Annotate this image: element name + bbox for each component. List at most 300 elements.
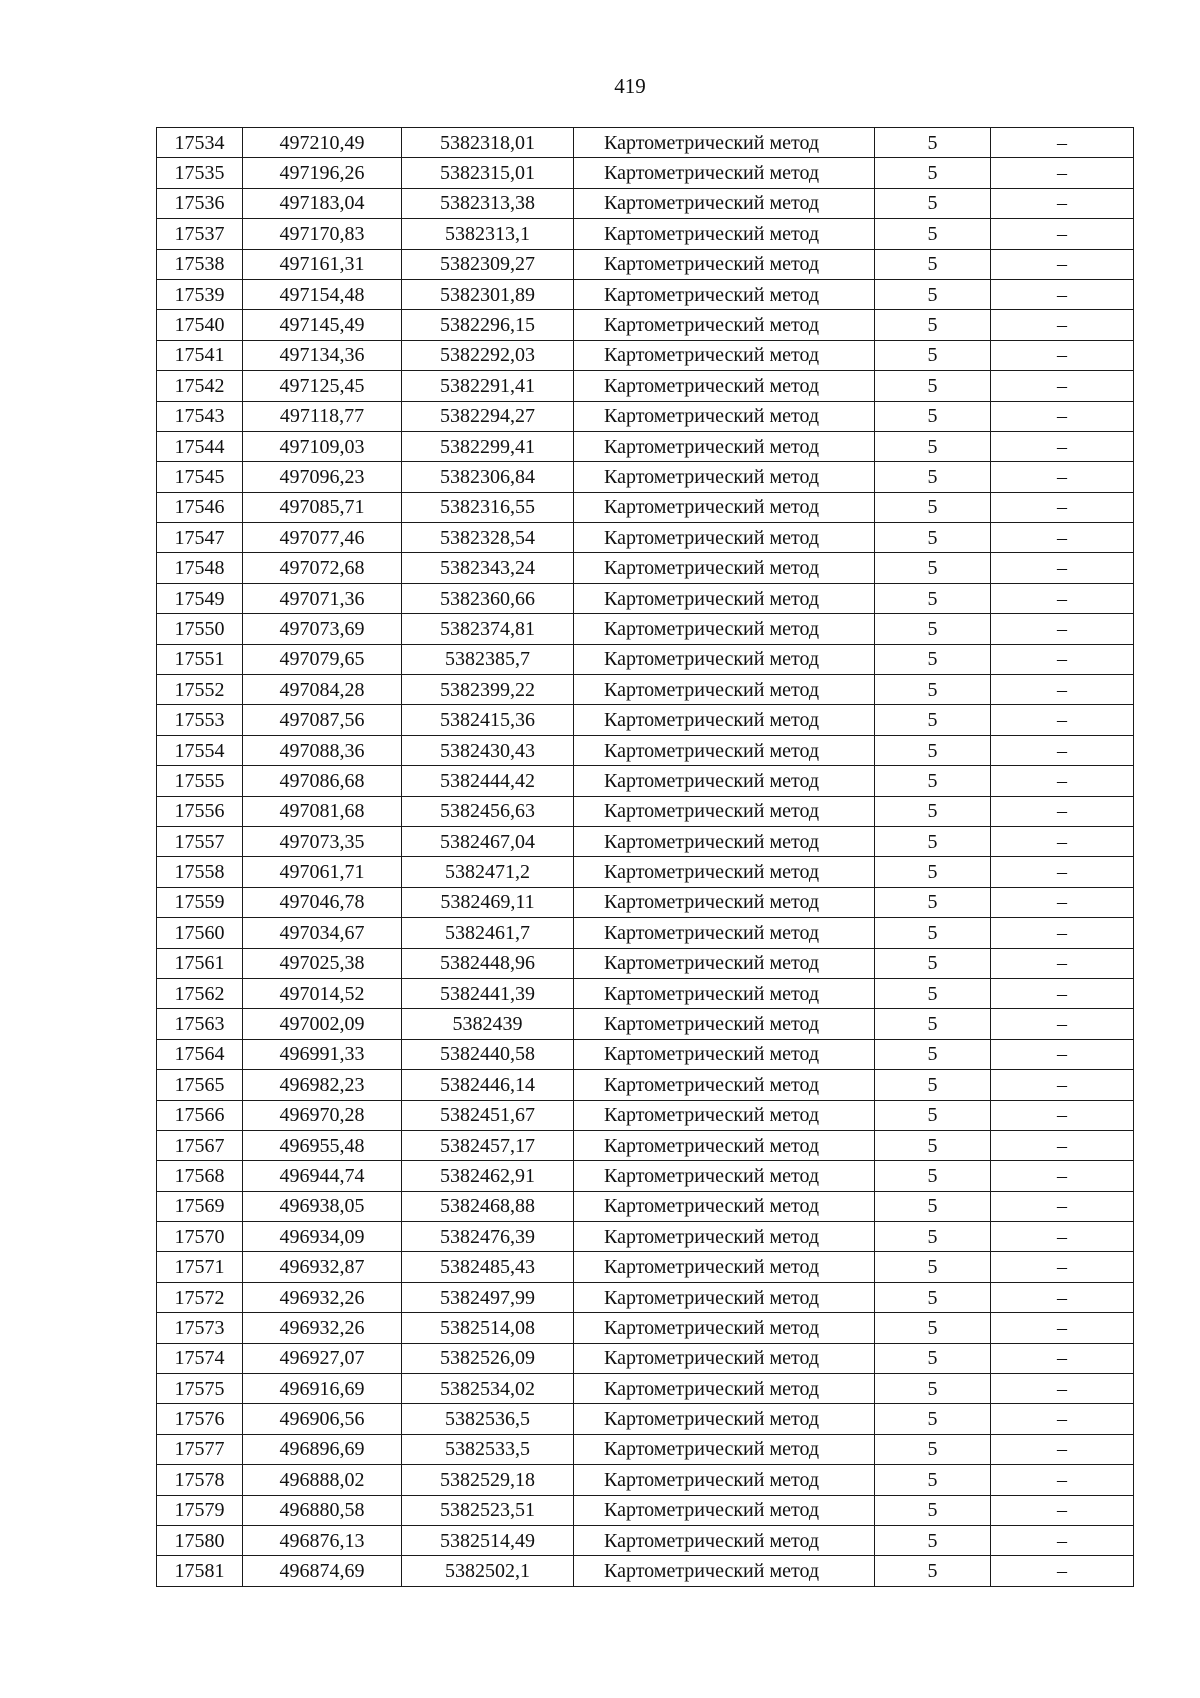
method-cell: Картометрический метод — [574, 1313, 875, 1343]
point-number-cell: 17569 — [157, 1191, 243, 1221]
table-row — [157, 371, 1134, 401]
point-number-cell: 17570 — [157, 1222, 243, 1252]
x-coordinate-cell: 496888,02 — [243, 1465, 402, 1495]
note-cell: – — [991, 978, 1134, 1008]
table-row — [157, 1222, 1134, 1252]
method-cell: Картометрический метод — [574, 705, 875, 735]
note-cell: – — [991, 887, 1134, 917]
accuracy-cell: 5 — [875, 188, 991, 218]
y-coordinate-cell: 5382533,5 — [402, 1434, 574, 1464]
note-cell: – — [991, 553, 1134, 583]
accuracy-cell: 5 — [875, 1252, 991, 1282]
point-number-cell: 17567 — [157, 1130, 243, 1160]
note-cell: – — [991, 1191, 1134, 1221]
method-cell: Картометрический метод — [574, 1404, 875, 1434]
accuracy-cell: 5 — [875, 1161, 991, 1191]
accuracy-cell: 5 — [875, 1009, 991, 1039]
accuracy-cell: 5 — [875, 735, 991, 765]
table-row — [157, 644, 1134, 674]
x-coordinate-cell: 496876,13 — [243, 1525, 402, 1555]
point-number-cell: 17554 — [157, 735, 243, 765]
y-coordinate-cell: 5382523,51 — [402, 1495, 574, 1525]
y-coordinate-cell: 5382456,63 — [402, 796, 574, 826]
x-coordinate-cell: 497088,36 — [243, 735, 402, 765]
table-row — [157, 978, 1134, 1008]
y-coordinate-cell: 5382313,1 — [402, 219, 574, 249]
table-row — [157, 887, 1134, 917]
method-cell: Картометрический метод — [574, 826, 875, 856]
note-cell: – — [991, 1100, 1134, 1130]
note-cell: – — [991, 705, 1134, 735]
x-coordinate-cell: 497002,09 — [243, 1009, 402, 1039]
x-coordinate-cell: 497079,65 — [243, 644, 402, 674]
method-cell: Картометрический метод — [574, 371, 875, 401]
method-cell: Картометрический метод — [574, 1465, 875, 1495]
x-coordinate-cell: 497072,68 — [243, 553, 402, 583]
table-row — [157, 1525, 1134, 1555]
x-coordinate-cell: 497014,52 — [243, 978, 402, 1008]
method-cell: Картометрический метод — [574, 675, 875, 705]
x-coordinate-cell: 497077,46 — [243, 523, 402, 553]
y-coordinate-cell: 5382313,38 — [402, 188, 574, 218]
x-coordinate-cell: 497161,31 — [243, 249, 402, 279]
page-number: 419 — [614, 74, 646, 98]
table-row — [157, 1313, 1134, 1343]
x-coordinate-cell: 497073,35 — [243, 826, 402, 856]
y-coordinate-cell: 5382299,41 — [402, 431, 574, 461]
y-coordinate-cell: 5382316,55 — [402, 492, 574, 522]
accuracy-cell: 5 — [875, 1191, 991, 1221]
method-cell: Картометрический метод — [574, 918, 875, 948]
table-row — [157, 219, 1134, 249]
y-coordinate-cell: 5382462,91 — [402, 1161, 574, 1191]
accuracy-cell: 5 — [875, 1404, 991, 1434]
x-coordinate-cell: 496932,26 — [243, 1313, 402, 1343]
table-row — [157, 1404, 1134, 1434]
point-number-cell: 17542 — [157, 371, 243, 401]
table-row — [157, 492, 1134, 522]
note-cell: – — [991, 310, 1134, 340]
point-number-cell: 17538 — [157, 249, 243, 279]
y-coordinate-cell: 5382309,27 — [402, 249, 574, 279]
y-coordinate-cell: 5382526,09 — [402, 1343, 574, 1373]
point-number-cell: 17568 — [157, 1161, 243, 1191]
x-coordinate-cell: 497073,69 — [243, 614, 402, 644]
table-row — [157, 1252, 1134, 1282]
note-cell: – — [991, 1282, 1134, 1312]
y-coordinate-cell: 5382446,14 — [402, 1070, 574, 1100]
point-number-cell: 17574 — [157, 1343, 243, 1373]
accuracy-cell: 5 — [875, 1039, 991, 1069]
method-cell: Картометрический метод — [574, 948, 875, 978]
table-row — [157, 857, 1134, 887]
table-row — [157, 462, 1134, 492]
x-coordinate-cell: 497071,36 — [243, 583, 402, 613]
note-cell: – — [991, 644, 1134, 674]
x-coordinate-cell: 497034,67 — [243, 918, 402, 948]
table-row — [157, 401, 1134, 431]
note-cell: – — [991, 1222, 1134, 1252]
method-cell: Картометрический метод — [574, 1130, 875, 1160]
note-cell: – — [991, 1070, 1134, 1100]
table-row — [157, 249, 1134, 279]
x-coordinate-cell: 497210,49 — [243, 128, 402, 158]
note-cell: – — [991, 401, 1134, 431]
table-row — [157, 1495, 1134, 1525]
point-number-cell: 17563 — [157, 1009, 243, 1039]
method-cell: Картометрический метод — [574, 462, 875, 492]
method-cell: Картометрический метод — [574, 644, 875, 674]
note-cell: – — [991, 219, 1134, 249]
x-coordinate-cell: 497170,83 — [243, 219, 402, 249]
note-cell: – — [991, 371, 1134, 401]
note-cell: – — [991, 462, 1134, 492]
table-row — [157, 1191, 1134, 1221]
x-coordinate-cell: 496944,74 — [243, 1161, 402, 1191]
x-coordinate-cell: 496982,23 — [243, 1070, 402, 1100]
note-cell: – — [991, 1130, 1134, 1160]
note-cell: – — [991, 340, 1134, 370]
table-row — [157, 1374, 1134, 1404]
point-number-cell: 17546 — [157, 492, 243, 522]
y-coordinate-cell: 5382485,43 — [402, 1252, 574, 1282]
accuracy-cell: 5 — [875, 1434, 991, 1464]
method-cell: Картометрический метод — [574, 796, 875, 826]
point-number-cell: 17572 — [157, 1282, 243, 1312]
y-coordinate-cell: 5382343,24 — [402, 553, 574, 583]
x-coordinate-cell: 497183,04 — [243, 188, 402, 218]
point-number-cell: 17543 — [157, 401, 243, 431]
y-coordinate-cell: 5382471,2 — [402, 857, 574, 887]
note-cell: – — [991, 826, 1134, 856]
y-coordinate-cell: 5382301,89 — [402, 279, 574, 309]
point-number-cell: 17564 — [157, 1039, 243, 1069]
table-row — [157, 796, 1134, 826]
y-coordinate-cell: 5382514,49 — [402, 1525, 574, 1555]
method-cell: Картометрический метод — [574, 158, 875, 188]
point-number-cell: 17571 — [157, 1252, 243, 1282]
point-number-cell: 17548 — [157, 553, 243, 583]
method-cell: Картометрический метод — [574, 1374, 875, 1404]
note-cell: – — [991, 1161, 1134, 1191]
note-cell: – — [991, 1495, 1134, 1525]
accuracy-cell: 5 — [875, 918, 991, 948]
point-number-cell: 17549 — [157, 583, 243, 613]
note-cell: – — [991, 523, 1134, 553]
accuracy-cell: 5 — [875, 310, 991, 340]
point-number-cell: 17544 — [157, 431, 243, 461]
table-row — [157, 1282, 1134, 1312]
point-number-cell: 17535 — [157, 158, 243, 188]
x-coordinate-cell: 497046,78 — [243, 887, 402, 917]
point-number-cell: 17566 — [157, 1100, 243, 1130]
note-cell: – — [991, 1009, 1134, 1039]
method-cell: Картометрический метод — [574, 978, 875, 1008]
table-row — [157, 1130, 1134, 1160]
x-coordinate-cell: 497196,26 — [243, 158, 402, 188]
accuracy-cell: 5 — [875, 158, 991, 188]
accuracy-cell: 5 — [875, 279, 991, 309]
x-coordinate-cell: 497084,28 — [243, 675, 402, 705]
point-number-cell: 17577 — [157, 1434, 243, 1464]
accuracy-cell: 5 — [875, 1222, 991, 1252]
point-number-cell: 17550 — [157, 614, 243, 644]
note-cell: – — [991, 857, 1134, 887]
note-cell: – — [991, 766, 1134, 796]
y-coordinate-cell: 5382536,5 — [402, 1404, 574, 1434]
y-coordinate-cell: 5382534,02 — [402, 1374, 574, 1404]
method-cell: Картометрический метод — [574, 1100, 875, 1130]
x-coordinate-cell: 497096,23 — [243, 462, 402, 492]
note-cell: – — [991, 1434, 1134, 1464]
y-coordinate-cell: 5382469,11 — [402, 887, 574, 917]
method-cell: Картометрический метод — [574, 583, 875, 613]
table-row — [157, 310, 1134, 340]
method-cell: Картометрический метод — [574, 249, 875, 279]
y-coordinate-cell: 5382296,15 — [402, 310, 574, 340]
note-cell: – — [991, 1525, 1134, 1555]
note-cell: – — [991, 583, 1134, 613]
method-cell: Картометрический метод — [574, 1434, 875, 1464]
point-number-cell: 17555 — [157, 766, 243, 796]
method-cell: Картометрический метод — [574, 492, 875, 522]
point-number-cell: 17573 — [157, 1313, 243, 1343]
x-coordinate-cell: 496932,87 — [243, 1252, 402, 1282]
accuracy-cell: 5 — [875, 523, 991, 553]
point-number-cell: 17576 — [157, 1404, 243, 1434]
x-coordinate-cell: 496991,33 — [243, 1039, 402, 1069]
method-cell: Картометрический метод — [574, 1070, 875, 1100]
table-row — [157, 705, 1134, 735]
note-cell: – — [991, 431, 1134, 461]
note-cell: – — [991, 128, 1134, 158]
accuracy-cell: 5 — [875, 371, 991, 401]
note-cell: – — [991, 796, 1134, 826]
x-coordinate-cell: 497085,71 — [243, 492, 402, 522]
table-row — [157, 128, 1134, 158]
x-coordinate-cell: 496955,48 — [243, 1130, 402, 1160]
x-coordinate-cell: 496880,58 — [243, 1495, 402, 1525]
table-row — [157, 948, 1134, 978]
y-coordinate-cell: 5382430,43 — [402, 735, 574, 765]
point-number-cell: 17565 — [157, 1070, 243, 1100]
y-coordinate-cell: 5382476,39 — [402, 1222, 574, 1252]
note-cell: – — [991, 492, 1134, 522]
y-coordinate-cell: 5382502,1 — [402, 1556, 574, 1586]
note-cell: – — [991, 1374, 1134, 1404]
table-row — [157, 1039, 1134, 1069]
point-number-cell: 17561 — [157, 948, 243, 978]
accuracy-cell: 5 — [875, 796, 991, 826]
table-row — [157, 766, 1134, 796]
accuracy-cell: 5 — [875, 219, 991, 249]
x-coordinate-cell: 497025,38 — [243, 948, 402, 978]
x-coordinate-cell: 496874,69 — [243, 1556, 402, 1586]
method-cell: Картометрический метод — [574, 1343, 875, 1373]
x-coordinate-cell: 497087,56 — [243, 705, 402, 735]
method-cell: Картометрический метод — [574, 766, 875, 796]
x-coordinate-cell: 497061,71 — [243, 857, 402, 887]
table-row — [157, 1343, 1134, 1373]
table-row — [157, 918, 1134, 948]
note-cell: – — [991, 1313, 1134, 1343]
accuracy-cell: 5 — [875, 644, 991, 674]
y-coordinate-cell: 5382514,08 — [402, 1313, 574, 1343]
y-coordinate-cell: 5382385,7 — [402, 644, 574, 674]
point-number-cell: 17547 — [157, 523, 243, 553]
table-row — [157, 279, 1134, 309]
table-row — [157, 1009, 1134, 1039]
y-coordinate-cell: 5382360,66 — [402, 583, 574, 613]
table-row — [157, 675, 1134, 705]
point-number-cell: 17558 — [157, 857, 243, 887]
note-cell: – — [991, 1343, 1134, 1373]
table-row — [157, 735, 1134, 765]
table-row — [157, 583, 1134, 613]
accuracy-cell: 5 — [875, 431, 991, 461]
accuracy-cell: 5 — [875, 1130, 991, 1160]
method-cell: Картометрический метод — [574, 614, 875, 644]
accuracy-cell: 5 — [875, 826, 991, 856]
method-cell: Картометрический метод — [574, 1009, 875, 1039]
y-coordinate-cell: 5382451,67 — [402, 1100, 574, 1130]
accuracy-cell: 5 — [875, 857, 991, 887]
table-row — [157, 1434, 1134, 1464]
x-coordinate-cell: 497145,49 — [243, 310, 402, 340]
table-row — [157, 1100, 1134, 1130]
table-row — [157, 1070, 1134, 1100]
point-number-cell: 17552 — [157, 675, 243, 705]
y-coordinate-cell: 5382497,99 — [402, 1282, 574, 1312]
y-coordinate-cell: 5382315,01 — [402, 158, 574, 188]
y-coordinate-cell: 5382306,84 — [402, 462, 574, 492]
method-cell: Картометрический метод — [574, 431, 875, 461]
note-cell: – — [991, 188, 1134, 218]
method-cell: Картометрический метод — [574, 1191, 875, 1221]
table-row — [157, 431, 1134, 461]
point-number-cell: 17560 — [157, 918, 243, 948]
y-coordinate-cell: 5382328,54 — [402, 523, 574, 553]
table-row — [157, 158, 1134, 188]
x-coordinate-cell: 497081,68 — [243, 796, 402, 826]
y-coordinate-cell: 5382399,22 — [402, 675, 574, 705]
method-cell: Картометрический метод — [574, 1161, 875, 1191]
table-row — [157, 1161, 1134, 1191]
y-coordinate-cell: 5382294,27 — [402, 401, 574, 431]
point-number-cell: 17536 — [157, 188, 243, 218]
y-coordinate-cell: 5382448,96 — [402, 948, 574, 978]
point-number-cell: 17557 — [157, 826, 243, 856]
accuracy-cell: 5 — [875, 401, 991, 431]
point-number-cell: 17537 — [157, 219, 243, 249]
y-coordinate-cell: 5382440,58 — [402, 1039, 574, 1069]
note-cell: – — [991, 1465, 1134, 1495]
accuracy-cell: 5 — [875, 1282, 991, 1312]
accuracy-cell: 5 — [875, 766, 991, 796]
method-cell: Картометрический метод — [574, 735, 875, 765]
note-cell: – — [991, 735, 1134, 765]
coordinates-table — [156, 127, 1134, 1587]
x-coordinate-cell: 497134,36 — [243, 340, 402, 370]
y-coordinate-cell: 5382439 — [402, 1009, 574, 1039]
x-coordinate-cell: 496906,56 — [243, 1404, 402, 1434]
y-coordinate-cell: 5382441,39 — [402, 978, 574, 1008]
accuracy-cell: 5 — [875, 249, 991, 279]
note-cell: – — [991, 948, 1134, 978]
table-row — [157, 188, 1134, 218]
point-number-cell: 17534 — [157, 128, 243, 158]
accuracy-cell: 5 — [875, 1495, 991, 1525]
table-row — [157, 340, 1134, 370]
table-row — [157, 1556, 1134, 1586]
method-cell: Картометрический метод — [574, 1222, 875, 1252]
point-number-cell: 17540 — [157, 310, 243, 340]
point-number-cell: 17579 — [157, 1495, 243, 1525]
y-coordinate-cell: 5382415,36 — [402, 705, 574, 735]
x-coordinate-cell: 496934,09 — [243, 1222, 402, 1252]
note-cell: – — [991, 1556, 1134, 1586]
x-coordinate-cell: 497125,45 — [243, 371, 402, 401]
table-row — [157, 553, 1134, 583]
method-cell: Картометрический метод — [574, 887, 875, 917]
table-row — [157, 523, 1134, 553]
table-body — [157, 128, 1134, 1587]
accuracy-cell: 5 — [875, 128, 991, 158]
y-coordinate-cell: 5382444,42 — [402, 766, 574, 796]
method-cell: Картометрический метод — [574, 219, 875, 249]
point-number-cell: 17578 — [157, 1465, 243, 1495]
accuracy-cell: 5 — [875, 583, 991, 613]
accuracy-cell: 5 — [875, 1525, 991, 1555]
method-cell: Картометрический метод — [574, 1252, 875, 1282]
method-cell: Картометрический метод — [574, 1495, 875, 1525]
accuracy-cell: 5 — [875, 553, 991, 583]
note-cell: – — [991, 249, 1134, 279]
note-cell: – — [991, 675, 1134, 705]
point-number-cell: 17556 — [157, 796, 243, 826]
method-cell: Картометрический метод — [574, 188, 875, 218]
method-cell: Картометрический метод — [574, 857, 875, 887]
method-cell: Картометрический метод — [574, 310, 875, 340]
point-number-cell: 17553 — [157, 705, 243, 735]
method-cell: Картометрический метод — [574, 401, 875, 431]
note-cell: – — [991, 158, 1134, 188]
x-coordinate-cell: 496916,69 — [243, 1374, 402, 1404]
table-row — [157, 826, 1134, 856]
accuracy-cell: 5 — [875, 978, 991, 1008]
method-cell: Картометрический метод — [574, 1282, 875, 1312]
accuracy-cell: 5 — [875, 492, 991, 522]
y-coordinate-cell: 5382318,01 — [402, 128, 574, 158]
x-coordinate-cell: 497086,68 — [243, 766, 402, 796]
y-coordinate-cell: 5382467,04 — [402, 826, 574, 856]
method-cell: Картометрический метод — [574, 1525, 875, 1555]
point-number-cell: 17545 — [157, 462, 243, 492]
x-coordinate-cell: 496896,69 — [243, 1434, 402, 1464]
method-cell: Картометрический метод — [574, 1039, 875, 1069]
x-coordinate-cell: 497109,03 — [243, 431, 402, 461]
y-coordinate-cell: 5382374,81 — [402, 614, 574, 644]
accuracy-cell: 5 — [875, 1313, 991, 1343]
method-cell: Картометрический метод — [574, 340, 875, 370]
note-cell: – — [991, 1404, 1134, 1434]
accuracy-cell: 5 — [875, 1070, 991, 1100]
x-coordinate-cell: 497154,48 — [243, 279, 402, 309]
x-coordinate-cell: 496938,05 — [243, 1191, 402, 1221]
accuracy-cell: 5 — [875, 705, 991, 735]
method-cell: Картометрический метод — [574, 279, 875, 309]
accuracy-cell: 5 — [875, 1465, 991, 1495]
